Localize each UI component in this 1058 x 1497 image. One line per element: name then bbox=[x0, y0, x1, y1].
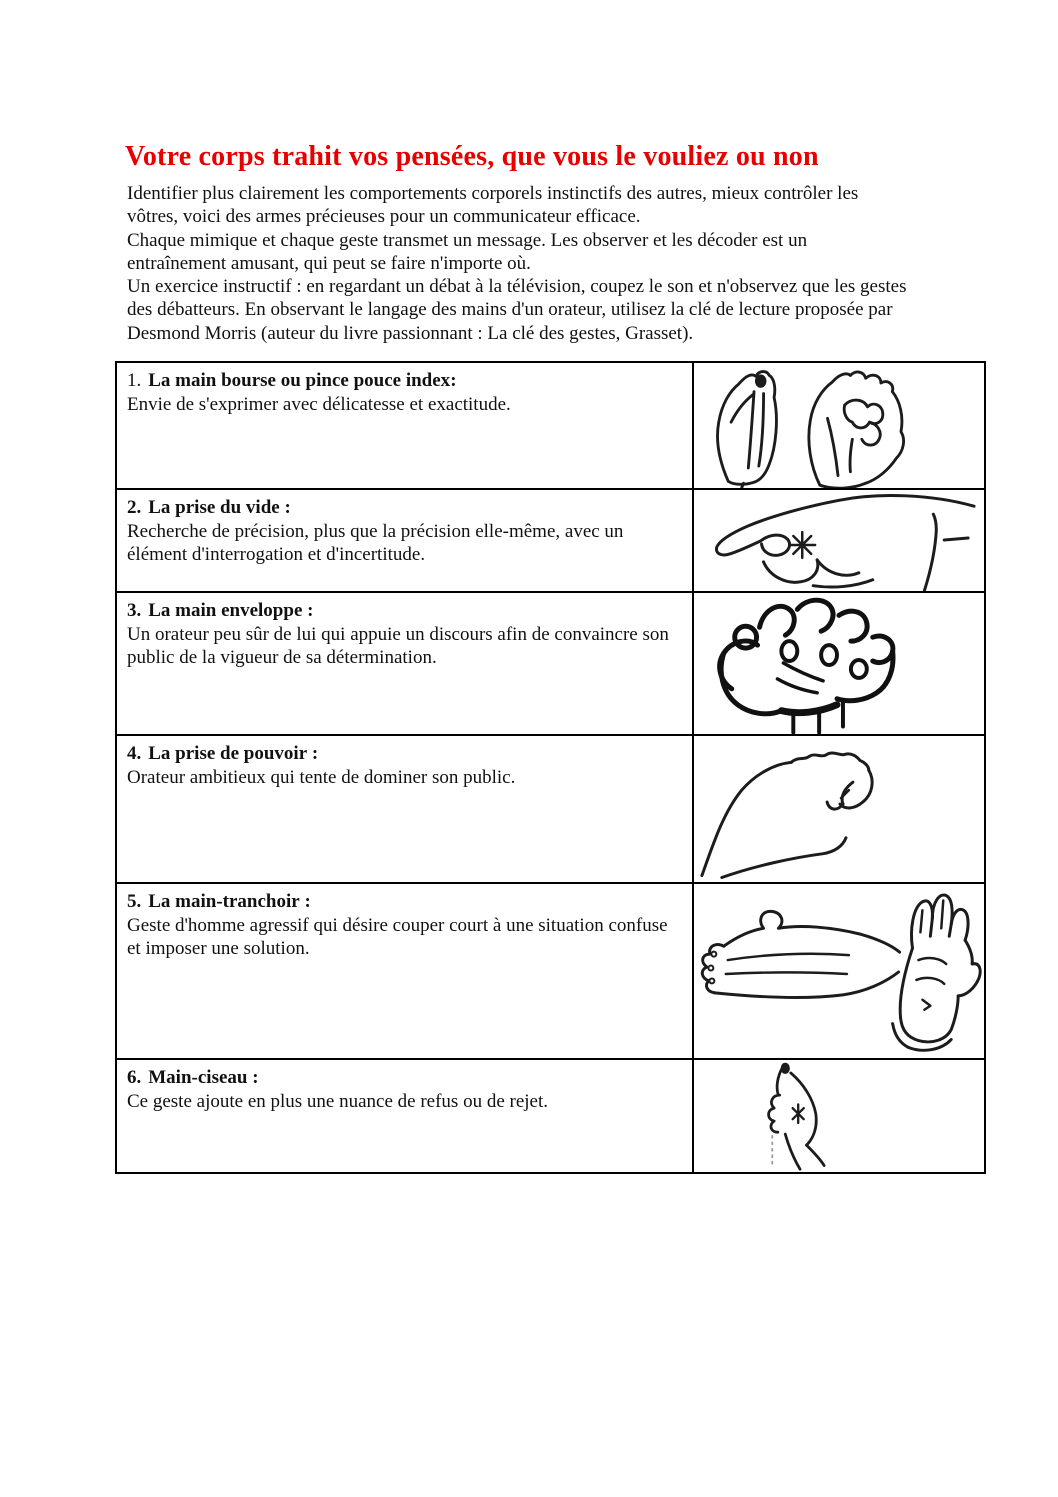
row-title: La prise du vide bbox=[148, 497, 280, 518]
row-heading bbox=[127, 599, 678, 623]
table-row bbox=[116, 362, 985, 489]
hand-chop-and-palm-illustration bbox=[694, 884, 982, 1058]
intro-line: Desmond Morris (auteur du livre passionnant : La clé des gestes, Grasset). bbox=[127, 322, 694, 344]
row-number: 3. bbox=[127, 600, 142, 621]
intro-line: Identifier plus clairement les comportements corporels instinctifs des autres, mieux contrôler les bbox=[127, 183, 859, 204]
gestures-table bbox=[115, 361, 986, 1174]
row-number: 4. bbox=[127, 743, 142, 764]
intro-line: vôtres, voici des armes précieuses pour un communicateur efficace. bbox=[127, 206, 641, 228]
row-description: Recherche de précision, plus que la précision elle-même, avec un élément d'interrogation et d'incertitude. bbox=[127, 520, 624, 565]
row-title: La main-tranchoir bbox=[148, 891, 300, 912]
row-heading bbox=[127, 742, 678, 766]
hand-pinch-illustration bbox=[694, 490, 982, 591]
page-title: Votre corps trahit vos pensées, que vous le vouliez ou non bbox=[125, 140, 819, 172]
intro-line: des débatteurs. En observant le langage des mains d'un orateur, utilisez la clé de lecture proposée par bbox=[127, 299, 893, 321]
intro-line: entraînement amusant, qui peut se faire n'importe où. bbox=[127, 252, 531, 274]
table-row bbox=[116, 735, 985, 883]
table-row bbox=[116, 592, 985, 735]
row-title: La main bourse ou pince pouce index bbox=[148, 370, 451, 391]
intro-paragraphs bbox=[127, 182, 906, 345]
row-title: La prise de pouvoir bbox=[148, 743, 308, 764]
row-number: 6. bbox=[127, 1067, 142, 1088]
hand-scissor-illustration bbox=[694, 1060, 982, 1172]
row-title: La main enveloppe bbox=[148, 600, 303, 621]
intro-line: Un exercice instructif : en regardant un débat à la télévision, coupez le son et n'observez que les gestes bbox=[127, 276, 907, 298]
row-number: 5. bbox=[127, 891, 142, 912]
hand-envelope-illustration bbox=[694, 593, 982, 734]
table-row bbox=[116, 1059, 985, 1173]
intro-line: Chaque mimique et chaque geste transmet un message. Les observer et les décoder est un bbox=[127, 229, 808, 251]
row-colon: : bbox=[247, 1067, 259, 1088]
row-number: 2. bbox=[127, 497, 142, 518]
hand-power-grip-illustration bbox=[694, 736, 982, 882]
row-colon: : bbox=[302, 600, 314, 621]
row-description: Orateur ambitieux qui tente de dominer son public. bbox=[127, 766, 516, 788]
row-colon: : bbox=[307, 743, 319, 764]
row-heading bbox=[127, 890, 678, 914]
row-heading bbox=[127, 1066, 678, 1090]
row-heading bbox=[127, 496, 678, 520]
row-heading bbox=[127, 369, 678, 393]
row-description: Un orateur peu sûr de lui qui appuie un discours afin de convaincre son public de la vigueur de sa détermination. bbox=[127, 623, 669, 668]
row-number: 1. bbox=[127, 370, 142, 391]
row-description: Envie de s'exprimer avec délicatesse et exactitude. bbox=[127, 393, 511, 415]
row-description: Ce geste ajoute en plus une nuance de refus ou de rejet. bbox=[127, 1090, 549, 1112]
table-row bbox=[116, 489, 985, 592]
row-colon: : bbox=[279, 497, 291, 518]
row-description: Geste d'homme agressif qui désire couper court à une situation confuse et imposer une solution. bbox=[127, 914, 668, 959]
row-colon: : bbox=[450, 370, 457, 391]
row-title: Main-ciseau bbox=[148, 1067, 248, 1088]
hand-purse-illustration bbox=[694, 363, 982, 488]
row-colon: : bbox=[299, 891, 311, 912]
table-row bbox=[116, 883, 985, 1059]
